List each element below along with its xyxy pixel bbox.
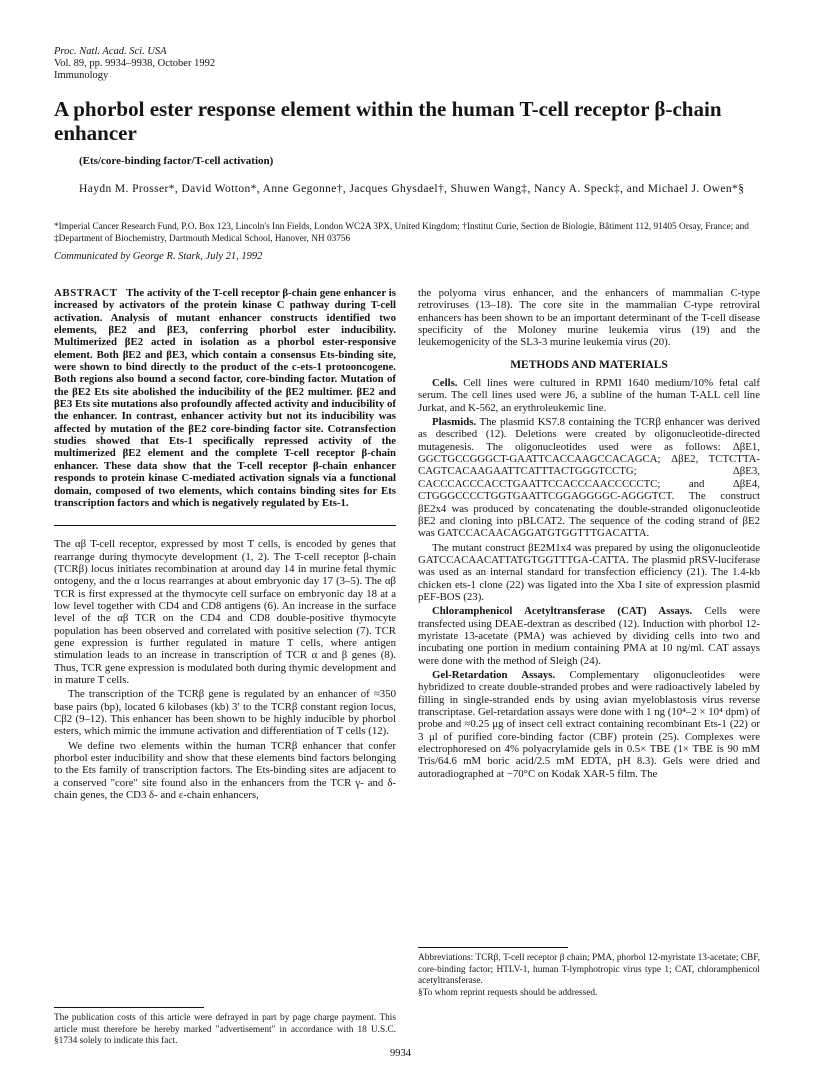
affiliations: *Imperial Cancer Research Fund, P.O. Box 123, Lincoln's Inn Fields, London WC2A 3PX, United Kingdom; †Institut Curie, Section de Biologie, Bâtiment 112, 91405 Orsay, France; and ‡Department of Biochemistry, Dartmouth Medical School, Hanover, NH 03756: [54, 222, 749, 244]
footnote-left: [54, 1007, 396, 1048]
intro-paragraph-1: The αβ T-cell receptor, expressed by most T cells, is encoded by genes that rearrange during thymocyte development (1, 2). The T-cell receptor β-chain (TCRβ) locus initiates recombination at around day 14 in murine fetal thymic ontogeny, and the α locus rearranges at about embryonic day 17 (3–5). The αβ TCR is first expressed at the thymocyte cell surface on embryonic day 18 at a low level together with CD4 and CD8 antigens (6). An increase in the surface level of the αβ TCR on the CD4 and CD8 double-positive thymocyte population has been observed and correlated with positive selection (7). TCR gene expression is further regulated in mature T cells, where antigen stimulation leads to an increase in transcription of TCR α and β genes (8). Thus, TCR gene expression is modulated both during thymic development and in mature T cells.: [54, 538, 396, 686]
methods-gel: [418, 669, 760, 780]
abstract-divider: [54, 525, 396, 526]
methods-cells-text: Cell lines were cultured in RPMI 1640 medium/10% fetal calf serum. The cell lines used were J6, a subline of the human T-ALL cell line Jurkat, and K-562, an erythroleukemic line.: [418, 377, 760, 414]
methods-cat-text: Cells were transfected using DEAE-dextran as described (12). Induction with phorbol 12-myristate 13-acetate (PMA) was achieved by dividing cells into two and incubating one portion in medium containing PMA at 10 ng/ml. CAT assays were done with the method of Sleigh (24).: [418, 605, 761, 667]
methods-gel-head: Gel-Retardation Assays.: [432, 668, 556, 681]
intro-paragraph-3: We define two elements within the human TCRβ enhancer that confer phorbol ester inducibility and show that these elements bind factors belonging to the Ets family of transcription factors. The Ets-binding sites are adjacent to a conserved "core" site found also in the enhancers from the TCR γ- and δ-chain genes, the CD3 δ- and ε-chain enhancers,: [54, 739, 396, 802]
abstract-heading: ABSTRACT: [54, 287, 118, 299]
methods-plasmids-head: Plasmids.: [432, 416, 477, 429]
methods-plasmids-text: The plasmid KS7.8 containing the TCRβ enhancer was derived as described (12). Deletions were created by oligonucleotide-directed mutagenesis. The oligonucleotides used were as follows: ΔβE1, GGCTGCCGGGCT-GAATTCACCAAGCCACAGCA; ΔβE2, TCTCTTA-CAGTCACAAGAATTCATTTACTGGGTCCTG; ΔβE3, CACCCACCCACCTGAATTCCACCCAACCCCCTC; and ΔβE4, CTGGGCCCCTGGTGAATTCGGAGGGGC-AGGGTCT. The construct βE2x4 was produced by concatenating the double-stranded oligonucleotide βE2 and cloning into pBLCAT2. The sequence of the coding strand of βE2 was GATCCACAACAGGATGTGGTTTGACATTA.: [418, 416, 760, 540]
methods-mutant-text: The mutant construct βE2M1x4 was prepared by using the oligonucleotide GATCCACAACATTATGTGGTTTGA-CATTA. The plasmid pRSV-luciferase was used as an internal standard for transfection efficiency (21). The 1.4-kb chicken ets-1 clone (22) was ligated into the Xba I site of expression plasmid pEF-BOS (23).: [418, 541, 760, 603]
methods-cat-head: Chloramphenicol Acetyltransferase (CAT) Assays.: [432, 605, 693, 618]
page-number: 9934: [390, 1048, 411, 1059]
left-column: [54, 287, 396, 803]
abstract: [54, 287, 396, 509]
methods-plasmids: [418, 416, 760, 539]
methods-cat: [418, 605, 760, 667]
intro-paragraph-2: The transcription of the TCRβ gene is regulated by an enhancer of ≈350 base pairs (bp), located 6 kilobases (kb) 3′ to the TCRβ constant region locus, Cβ2 (9–12). This enhancer has been shown to be highly inducible by phorbol esters, which mimic the immune activation and differentiation of T cells (12).: [54, 688, 396, 738]
journal-name: Proc. Natl. Acad. Sci. USA: [54, 46, 167, 57]
publication-cost-note: The publication costs of this article were defrayed in part by page charge payment. This article must therefore be hereby marked "advertisement" in accordance with 18 U.S.C. §1734 solely to indicate this fact.: [54, 1013, 396, 1046]
journal-header: [54, 46, 215, 82]
footnote-rule-right: [418, 947, 568, 948]
article-keywords: (Ets/core-binding factor/T-cell activation): [79, 155, 274, 167]
methods-cells-head: Cells.: [432, 377, 458, 390]
methods-heading: METHODS AND MATERIALS: [510, 358, 668, 371]
abstract-text: The activity of the T-cell receptor β-chain gene enhancer is increased by activators of the protein kinase C pathway during T-cell activation. Analysis of mutant enhancer constructs identified two elements, βE2 and βE3, conferring phorbol ester inducibility. Multimerized βE2 acted in isolation as a phorbol ester-responsive element. Both βE2 and βE3, which contain a consensus Ets-binding site, were shown to bind directly to the product of the c-ets-1 protooncogene. Both regions also bound a second factor, core-binding factor. Mutation of the βE2 Ets site abolished the inducibility of the βE2 multimer. βE2 and βE3 Ets site mutations also profoundly affected activity and inducibility of the enhancer. In contrast, enhancer activity but not its inducibility was affected by mutation of the βE2 core-binding factor site. Cotransfection studies showed that Ets-1 specifically repressed activity of the multimerized βE2 element and the complete T-cell receptor β-chain enhancer. These data show that the T-cell receptor β-chain enhancer responds to protein kinase C-mediated activation signals via a functional domain, composed of two elements, which contains binding sites for Ets transcription factors and which is negatively regulated by Ets-1.: [54, 287, 396, 509]
methods-gel-text: Complementary oligonucleotides were hybridized to create double-stranded probes and were radioactively labeled by filling in single-stranded ends by using avian myeloblastosis virus reverse transcriptase. Gel-retardation assays were done with 1 ng (10⁴–2 × 10⁴ dpm) of probe and ≈0.25 μg of insect cell extract containing recombinant Ets-1 (22) or 3 μl of purified core-binding factor (CBF) protein (25). Complexes were electrophoresed on 4% polyacrylamide gels in 0.5× TBE (1× TBE is 90 mM Tris/64.6 mM boric acid/2.5 mM EDTA, pH 8.3). Gels were dried and autoradiographed at −70°C on Kodak XAR-5 film. The: [418, 668, 760, 780]
communicated-by: Communicated by George R. Stark, July 21, 1992: [54, 251, 263, 262]
journal-volume: Vol. 89, pp. 9934–9938, October 1992: [54, 58, 216, 69]
methods-cells: [418, 377, 760, 414]
abbreviations-note: Abbreviations: TCRβ, T-cell receptor β chain; PMA, phorbol 12-myristate 13-acetate; CBF, core-binding factor; HTLV-1, human T-lymphotropic virus type 1; CAT, chloramphenicol acetyltransferase.: [418, 953, 760, 986]
author-list: Haydn M. Prosser*, David Wotton*, Anne Gegonne†, Jacques Ghysdael†, Shuwen Wang‡, Nancy A. Speck‡, and Michael J. Owen*§: [79, 183, 745, 195]
article-title: A phorbol ester response element within the human T-cell receptor β-chain enhancer: [54, 97, 722, 145]
intro-continued: the polyoma virus enhancer, and the enhancers of mammalian C-type retroviruses (13–18). The core site in the mammalian C-type retroviral enhancers has been shown to be an important determinant of the T-cell disease specificity of the Moloney murine leukemia virus (19) and the leukemogenicity of the SL3-3 murine leukemia virus (20).: [418, 287, 760, 349]
right-column: [418, 287, 760, 782]
footnote-rule: [54, 1007, 204, 1008]
methods-mutant: [418, 542, 760, 604]
reprint-note: §To whom reprint requests should be addressed.: [418, 987, 598, 998]
journal-section: Immunology: [54, 70, 109, 81]
footnote-right: [418, 947, 760, 999]
